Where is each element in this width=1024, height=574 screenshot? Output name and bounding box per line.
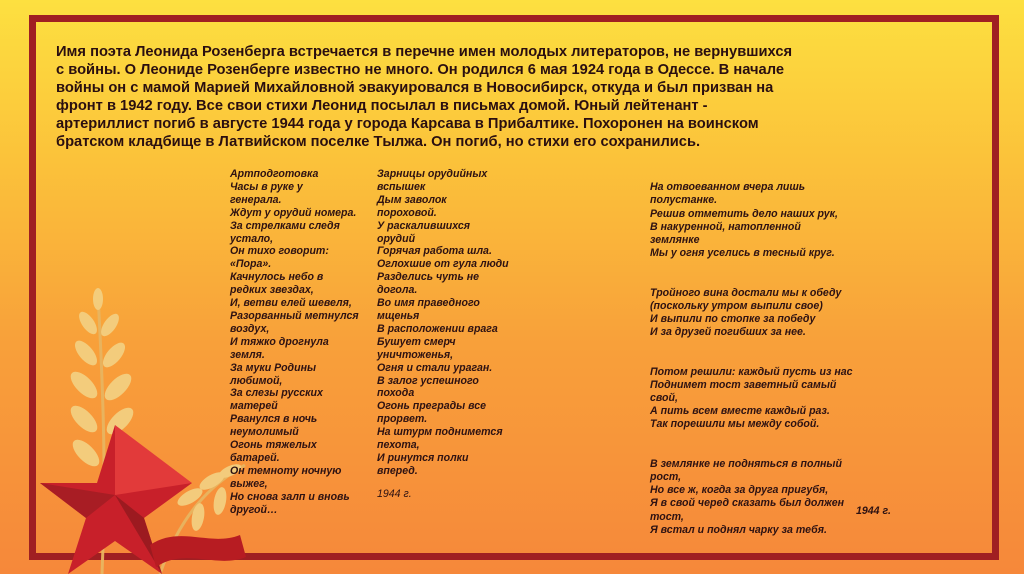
poem-artillery-column-2: Зарницы орудийных вспышек Дым заволок пороховой. У раскалившихся орудий Горячая работа шла. Оглохшие от гула люди Разделись чуть не догола. Во имя праведного мщенья В расположении врага Бушует смерч уничтоженья, Огня и стали ураган. В залог успешного похода Огонь преграды все прорвет. На штурм поднимется пехота, И ринутся полки вперед. xyxy=(377,168,509,477)
intro-paragraph: Имя поэта Леонида Розенберга встречается в перечне имен молодых литераторов, не вернувшихся с войны. О Леониде Розенберге известно не много. Он родился 6 мая 1924 года в Одессе. В начале войны он с мамой Марией Михайловной эвакуировался в Новосибирск, откуда и был призван на фронт в 1942 году. Все свои стихи Леонид посылал в письмах домой. Юный лейтенант - артериллист погиб в августе 1944 года у города Карсава в Прибалтике. Похоронен на воинском братском кладбище в Латвийском поселке Тылжа. Он погиб, но стихи его сохранились. xyxy=(56,44,793,150)
poem-dugout-date: 1944 г. xyxy=(856,505,891,517)
poem-stanza: В землянке не подняться в полный рост, Но все ж, когда за друга пригубя, Я в свой черед сказать был должен тост, Я встал и поднял чарку за тебя. xyxy=(650,457,845,536)
poem-stanza: Потом решили: каждый пусть из нас Поднимет тост заветный самый свой, А пить всем вместе каждый раз. Так порешили мы между собой. xyxy=(650,365,853,431)
wheat-star-ornament xyxy=(40,285,250,574)
red-ribbon-icon xyxy=(150,535,246,567)
poem-artillery-column-1: Артподготовка Часы в руке у генерала. Ждут у орудий номера. За стрелками следя устало, Он тихо говорит: «Пора». Качнулось небо в редких звездах, И, ветви елей шевеля, Разорванный метнулся воздух, И тяжко дрогнула земля. За муки Родины любимой, За слезы русских матерей Рванулся в ночь неумолимый Огонь тяжелых батарей. Он темноту ночную выжег, Но снова залп и вновь другой… xyxy=(230,168,359,516)
poem-stanza: Тройного вина достали мы к обеду (поскольку утром выпили свое) И выпили по стопке за победу И за друзей погибших за нее. xyxy=(650,286,842,339)
poem-dugout xyxy=(650,168,950,563)
poem-stanza: На отвоеванном вчера лишь полустанке. Решив отметить дело наших рук, В накуренной, натопленной землянке Мы у огня уселись в тесный круг. xyxy=(650,181,838,260)
poem-artillery-date: 1944 г. xyxy=(377,488,412,500)
